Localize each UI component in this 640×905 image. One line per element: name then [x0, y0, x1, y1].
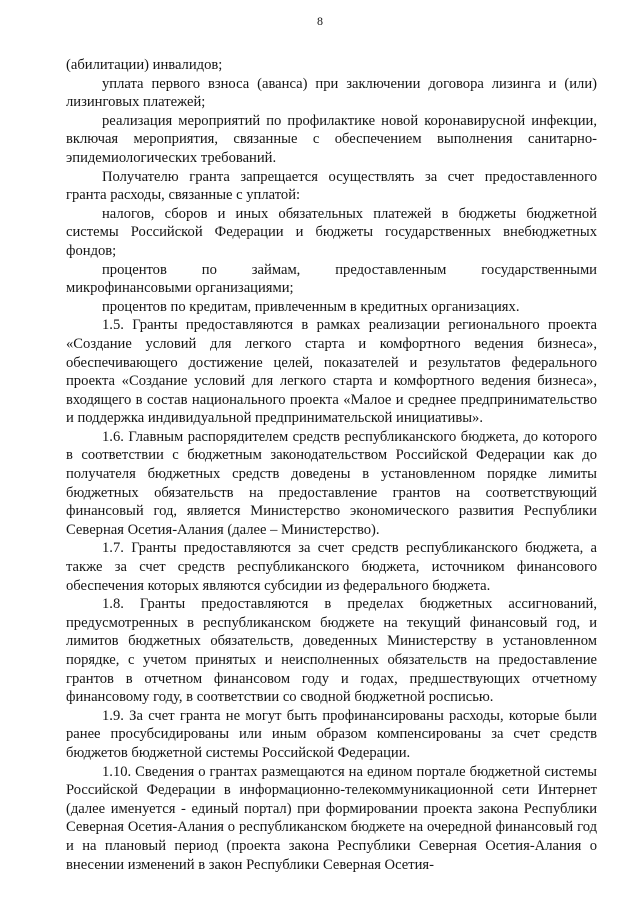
- paragraph: уплата первого взноса (аванса) при заключении договора лизинга и (или) лизинговых платежей;: [66, 75, 597, 111]
- page-number: 8: [317, 14, 323, 28]
- paragraph: процентов по займам, предоставленным государственными микрофинансовыми организациями;: [66, 261, 597, 297]
- paragraph: процентов по кредитам, привлеченным в кредитных организациях.: [102, 298, 520, 315]
- paragraph: Получателю гранта запрещается осуществлять за счет предоставленного гранта расходы, связанные с уплатой:: [66, 168, 597, 204]
- document-body: [66, 56, 597, 874]
- paragraph: налогов, сборов и иных обязательных платежей в бюджеты бюджетной системы Российской Федерации и бюджеты государственных внебюджетных фондов;: [66, 205, 597, 259]
- paragraph: 1.5. Гранты предоставляются в рамках реализации регионального проекта «Создание условий для легкого старта и комфортного ведения бизнеса», обеспечивающего достижение целей, показателей и результатов федерального проекта «Создание условий для легкого старта и комфортного ведения бизнеса», входящего в состав национального проекта «Малое и среднее предпринимательство и поддержка индивидуальной предпринимательской инициативы».: [66, 317, 597, 427]
- paragraph: 1.8. Гранты предоставляются в пределах бюджетных ассигнований, предусмотренных в республиканском бюджете на текущий финансовый год, и лимитов бюджетных обязательств, доведенных Министерству в установленном порядке, с учетом принятых и неисполненных обязательств на предоставление грантов в отчетном финансовом году и годах, предшествующих отчетному финансовому году, в соответствии со сводной бюджетной росписью.: [66, 596, 597, 706]
- paragraph: 1.6. Главным распорядителем средств республиканского бюджета, до которого в соответствии с бюджетным законодательством Российской Федерации как до получателя бюджетных средств доведены в установленном порядке лимиты бюджетных обязательств на предоставление грантов на соответствующий финансовый год, является Министерство экономического развития Республики Северная Осетия-Алания (далее – Министерство).: [66, 428, 597, 538]
- paragraph: 1.7. Гранты предоставляются за счет средств республиканского бюджета, а также за счет средств республиканского бюджета, источником финансового обеспечения которых являются субсидии из федерального бюджета.: [66, 540, 597, 594]
- paragraph: реализация мероприятий по профилактике новой коронавирусной инфекции, включая мероприятия, связанные с обеспечением выполнения санитарно-эпидемиологических требований.: [66, 112, 597, 166]
- paragraph: (абилитации) инвалидов;: [66, 57, 223, 73]
- paragraph: 1.9. За счет гранта не могут быть профинансированы расходы, которые были ранее просубсидированы или иным образом компенсированы за счет средств бюджетов бюджетной системы Российской Федерации.: [66, 707, 597, 761]
- paragraph: 1.10. Сведения о грантах размещаются на едином портале бюджетной системы Российской Федерации в информационно-телекоммуникационной сети Интернет (далее именуется - единый портал) при формировании проекта закона Республики Северная Осетия-Алания о республиканском бюджете на очередной финансовый год и на плановый период (проекта закона Республики Северная Осетия-Алания о внесении изменений в закон Республики Северная Осетия-: [66, 763, 597, 873]
